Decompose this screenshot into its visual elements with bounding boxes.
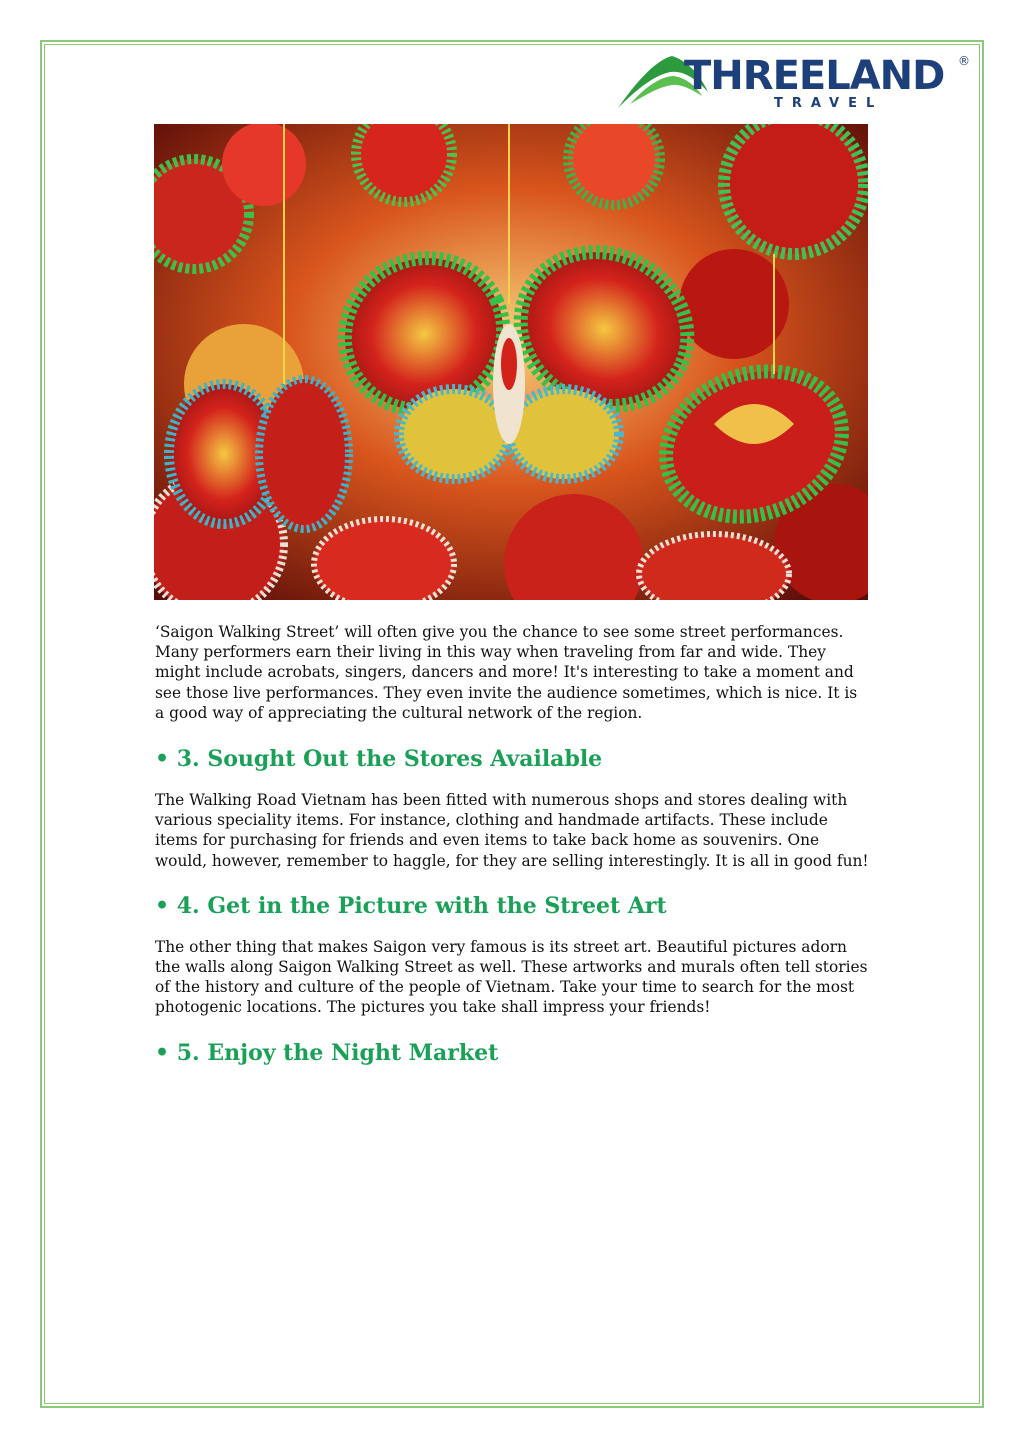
paragraph-stores: The Walking Road Vietnam has been fitted with numerous shops and stores dealing with various speciality items. For instance, clothing and handmade artifacts. These include items for purchasing for friends and even items to take back home as souvenirs. One would, however, remember to haggle, for they are selling interestingly. It is all in good fun! xyxy=(155,791,869,870)
heading-night-market: • 5. Enjoy the Night Market xyxy=(155,1039,499,1066)
heading-street-art: • 4. Get in the Picture with the Street Art xyxy=(155,892,667,919)
butterfly-lantern-image xyxy=(154,124,868,600)
article-body xyxy=(155,622,871,1067)
lantern-photo xyxy=(154,124,868,600)
brand-tagline: TRAVEL xyxy=(774,96,884,111)
threeland-logo xyxy=(616,50,976,114)
heading-stores: • 3. Sought Out the Stores Available xyxy=(155,746,603,773)
brand-name: THREELAND xyxy=(684,53,945,99)
registered-mark: ® xyxy=(958,54,970,68)
paragraph-street-performances: ‘Saigon Walking Street’ will often give you the chance to see some street performances. Many performers earn their living in this way when traveling from far and wide. They might include acrobats, singers, dancers and more! It's interesting to take a moment and see those live performances. They even invite the audience sometimes, which is nice. It is a good way of appreciating the cultural network of the region. xyxy=(155,623,858,722)
paragraph-street-art: The other thing that makes Saigon very famous is its street art. Beautiful pictures adorn the walls along Saigon Walking Street as well. These artworks and murals often tell stories of the history and culture of the people of Vietnam. Take your time to search for the most photogenic locations. The pictures you take shall impress your friends! xyxy=(155,937,868,1017)
